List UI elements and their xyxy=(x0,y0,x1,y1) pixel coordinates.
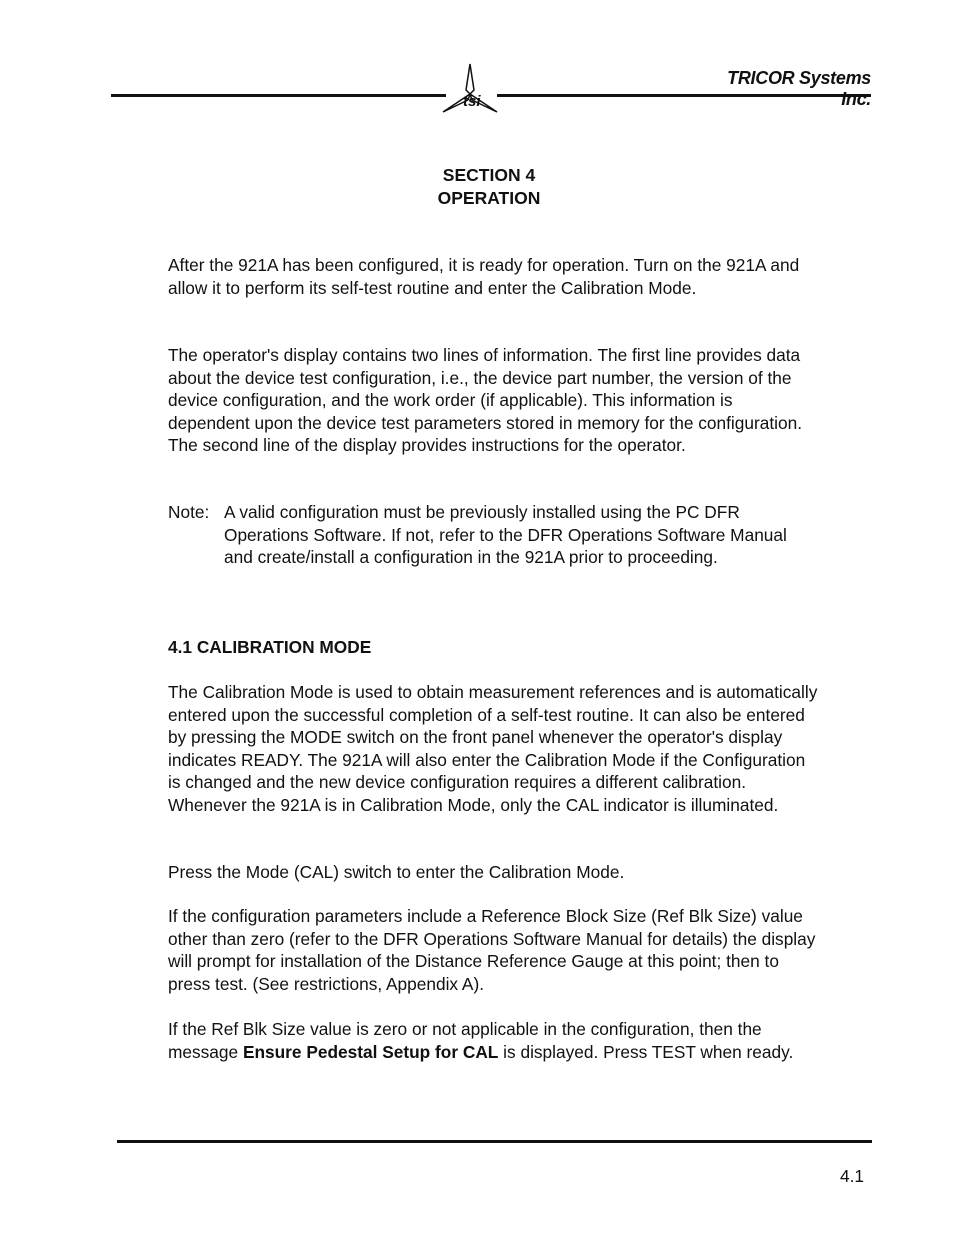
footer-rule xyxy=(117,1140,872,1143)
svg-text:tsi: tsi xyxy=(463,93,481,110)
note-text: A valid configuration must be previously installed using the PC DFR Operations Software. If not, refer to the DFR Operations Software Manual and create/install a configuration in the 921A prior to proceeding. xyxy=(224,502,787,567)
note-block xyxy=(168,501,818,569)
page-number: 4.1 xyxy=(839,1166,864,1186)
intro-paragraph xyxy=(168,254,818,299)
tricor-logo-icon xyxy=(439,62,501,118)
subsection-heading: 4.1 CALIBRATION MODE xyxy=(168,637,372,657)
intro-text: After the 921A has been configured, it is ready for operation. Turn on the 921A and allow it to perform its self-test routine and enter the Calibration Mode. xyxy=(168,255,800,298)
calibration-text-2: Press the Mode (CAL) switch to enter the Calibration Mode. xyxy=(168,862,625,882)
calibration-paragraph-3 xyxy=(168,905,818,995)
calibration-paragraph-1 xyxy=(168,681,818,816)
calibration-paragraph-4 xyxy=(168,1018,818,1063)
calibration-paragraph-2 xyxy=(168,861,818,884)
calibration-text-1: The Calibration Mode is used to obtain measurement references and is automatically entered upon the successful completion of a self-test routine. It can also be entered by pressing the MODE switch on the front panel whenever the operator's display indicates READY. The 921A will also enter the Calibration Mode if the Configuration is changed and the new device configuration requires a different calibration. Whenever the 921A is in Calibration Mode, only the CAL indicator is illuminated. xyxy=(168,682,818,815)
display-paragraph xyxy=(168,344,818,457)
note-label: Note: xyxy=(168,502,210,522)
section-title: OPERATION xyxy=(437,187,541,208)
display-text: The operator's display contains two lines of information. The first line provides data about the device test configuration, i.e., the device part number, the version of the device configuration, and the work order (if applicable). This information is dependent upon the device test parameters stored in memory for the configuration. The second line of the display provides instructions for the operator. xyxy=(168,345,803,455)
header-rule-left xyxy=(111,94,446,97)
p4-text-after: is displayed. Press TEST when ready. xyxy=(498,1041,794,1062)
p4-message-bold: Ensure Pedestal Setup for CAL xyxy=(242,1041,499,1062)
company-name: TRICOR Systems Inc. xyxy=(727,68,871,109)
calibration-text-3: If the configuration parameters include a Reference Block Size (Ref Blk Size) value other than zero (refer to the DFR Operations Software Manual for details) the display will prompt for installation of the Distance Reference Gauge at this point; then to press test. (See restrictions, Appendix A). xyxy=(168,906,816,994)
section-heading xyxy=(0,164,954,209)
p4-text-before: If the Ref Blk Size value is zero or not applicable in the configuration, then the message xyxy=(168,1019,762,1062)
section-number: SECTION 4 xyxy=(442,165,536,185)
